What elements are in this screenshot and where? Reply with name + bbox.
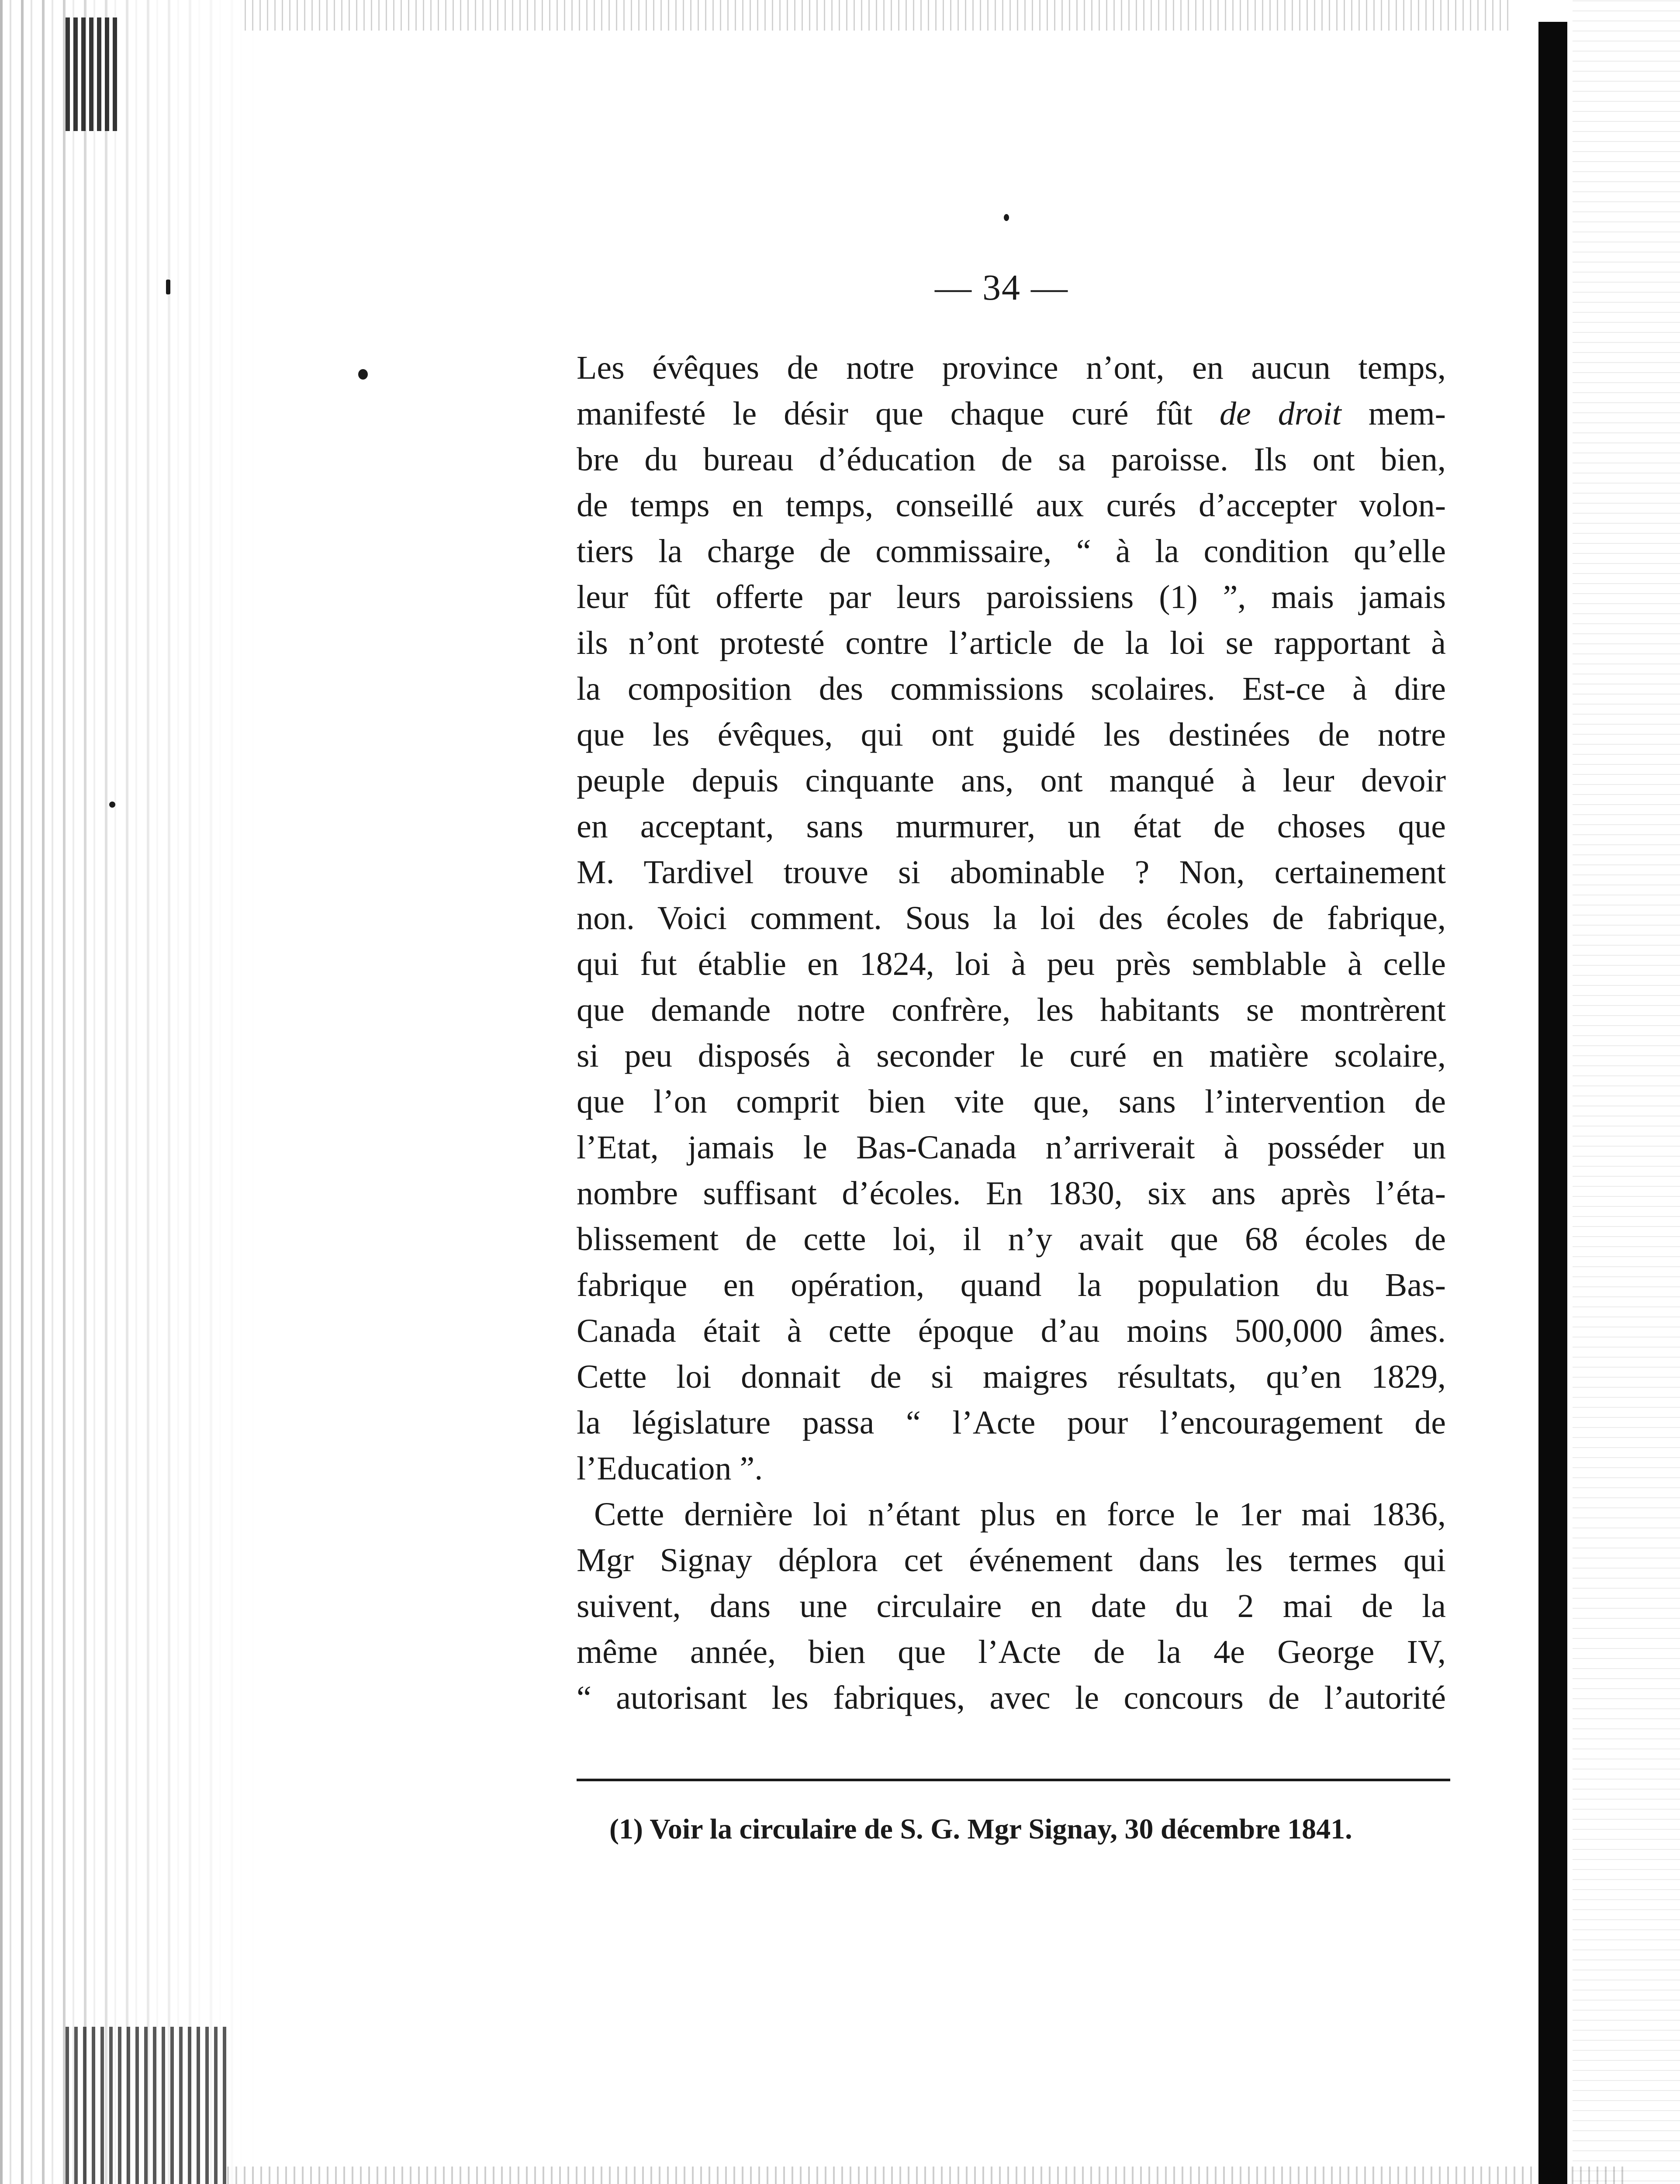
text-line: même année, bien que l’Acte de la 4e George IV, [577,1634,1446,1670]
text-line: suivent, dans une circulaire en date du 2 mai de la [577,1588,1446,1624]
scan-noise-top [245,0,1511,31]
text-line: l’Etat, jamais le Bas-Canada n’arriverait à posséder un [577,1129,1446,1166]
scan-noise-right [1573,0,1680,2184]
scan-gutter-left [0,0,262,2184]
italic-phrase: de droit [1220,395,1341,432]
text-line: Cette dernière loi n’étant plus en force le 1er mai 1836, [594,1496,1446,1533]
text-line: blissement de cette loi, il n’y avait que 68 écoles de [577,1221,1446,1258]
text-line: bre du bureau d’éducation de sa paroisse. Ils ont bien, [577,441,1446,478]
text-line: nombre suffisant d’écoles. En 1830, six ans après l’éta- [577,1175,1446,1212]
text-line: la composition des commissions scolaires. Est-ce à dire [577,670,1446,707]
text-line: leur fût offerte par leurs paroissiens (1) ”, mais jamais [577,579,1446,615]
scan-gutter-mark-bottom [66,2027,232,2184]
text-line: qui fut établie en 1824, loi à peu près semblable à celle [577,946,1446,982]
text-line: que les évêques, qui ont guidé les destinées de notre [577,716,1446,753]
text-line: Mgr Signay déplora cet événement dans les termes qui [577,1542,1446,1579]
text-line: de temps en temps, conseillé aux curés d’accepter volon- [577,487,1446,524]
footnote: (1) Voir la circulaire de S. G. Mgr Signay, 30 décembre 1841. [609,1813,1352,1845]
text-line: que demande notre confrère, les habitants se montrèrent [577,992,1446,1028]
text-line: peuple depuis cinquante ans, ont manqué à leur devoir [577,762,1446,799]
text-line: en acceptant, sans murmurer, un état de choses que [577,808,1446,845]
text-line: que l’on comprit bien vite que, sans l’intervention de [577,1083,1446,1120]
text-line: l’Education ”. [577,1450,763,1487]
text-line-part: mem- [1341,395,1446,432]
text-line: fabrique en opération, quand la population du Bas- [577,1267,1446,1303]
text-line: si peu disposés à seconder le curé en matière scolaire, [577,1037,1446,1074]
text-line: la législature passa “ l’Acte pour l’encouragement de [577,1404,1446,1441]
scan-gutter-mark-top [66,17,118,131]
ink-speck [166,280,170,294]
text-line-part: manifesté le désir que chaque curé fût [577,395,1220,432]
body-text [577,345,1446,1721]
text-line: Les évêques de notre province n’ont, en aucun temps, [577,349,1446,386]
ink-speck [109,802,115,808]
text-line: M. Tardivel trouve si abominable ? Non, certainement [577,854,1446,891]
footnote-rule [577,1779,1450,1781]
text-line: “ autorisant les fabriques, avec le concours de l’autorité [577,1679,1446,1716]
text-line: Cette loi donnait de si maigres résultats, qu’en 1829, [577,1358,1446,1395]
scan-noise-bottom [227,2167,1625,2184]
ink-speck [358,369,368,380]
text-line: tiers la charge de commissaire, “ à la condition qu’elle [577,533,1446,570]
text-line: non. Voici comment. Sous la loi des écoles de fabrique, [577,900,1446,936]
page-number: — 34 — [935,267,1068,308]
text-line: ils n’ont protesté contre l’article de la loi se rapportant à [577,625,1446,661]
text-line [577,391,1446,437]
ink-speck [1004,214,1009,221]
page-binding-edge [1538,22,1567,2184]
text-line: Canada était à cette époque d’au moins 500,000 âmes. [577,1313,1446,1349]
